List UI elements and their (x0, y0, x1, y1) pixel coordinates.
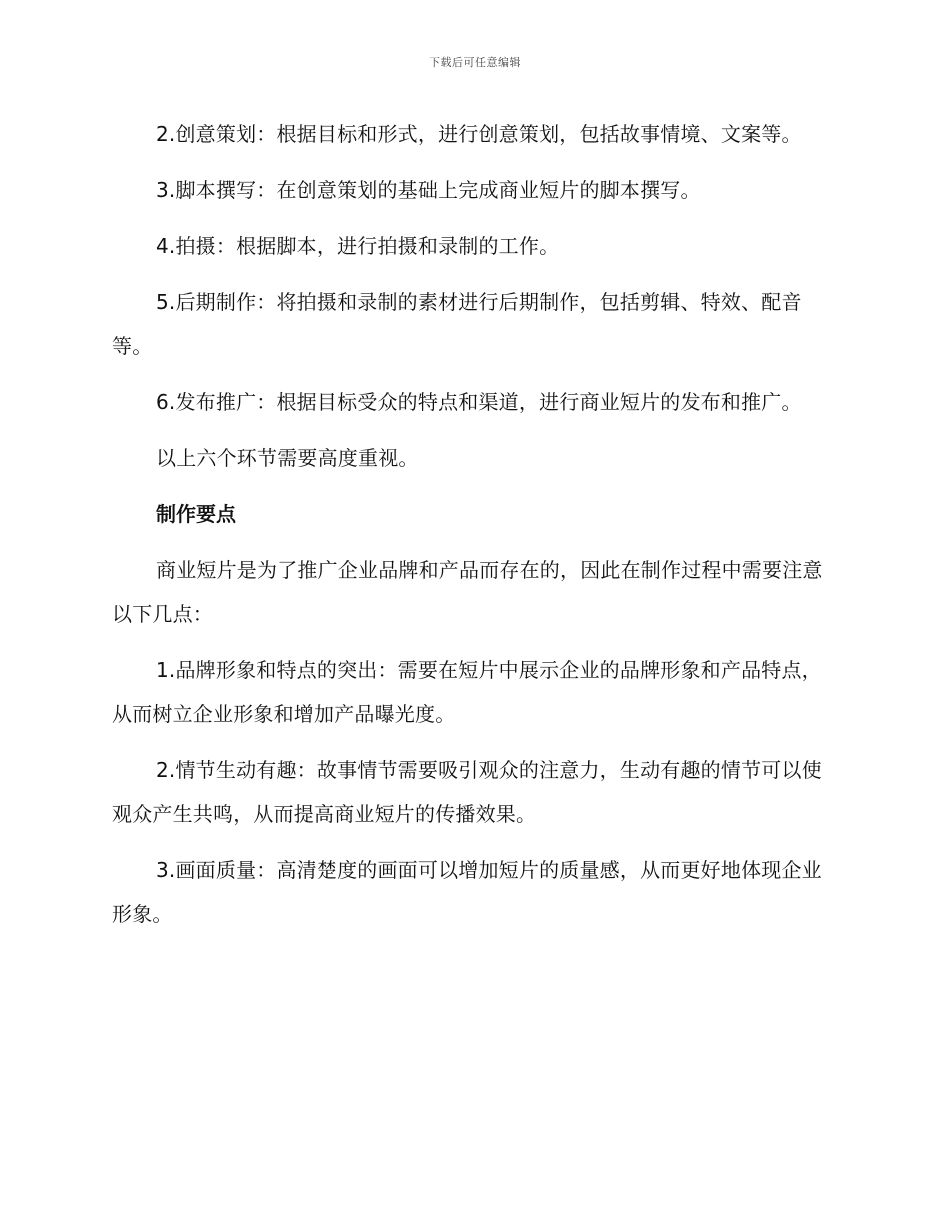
paragraph-plot: 2.情节生动有趣：故事情节需要吸引观众的注意力，生动有趣的情节可以使观众产生共鸣，从而提高商业短片的传播效果。 (112, 758, 822, 826)
paragraph-script-writing: 3.脚本撰写：在创意策划的基础上完成商业短片的脚本撰写。 (156, 178, 701, 202)
paragraph-shooting: 4.拍摄：根据脚本，进行拍摄和录制的工作。 (156, 234, 560, 258)
document-body (112, 112, 830, 948)
section-heading: 制作要点 (156, 502, 236, 526)
page-header: 下载后可任意编辑 (429, 56, 521, 69)
paragraph-brand-image: 1.品牌形象和特点的突出：需要在短片中展示企业的品牌形象和产品特点，从而树立企业形象和增加产品曝光度。 (112, 658, 822, 726)
paragraph-post-production: 5.后期制作：将拍摄和录制的素材进行后期制作，包括剪辑、特效、配音等。 (112, 290, 802, 358)
paragraph-summary: 以上六个环节需要高度重视。 (156, 446, 419, 470)
paragraph-creative-planning: 2.创意策划：根据目标和形式，进行创意策划，包括故事情境、文案等。 (156, 122, 802, 146)
paragraph-release-promotion: 6.发布推广：根据目标受众的特点和渠道，进行商业短片的发布和推广。 (156, 390, 802, 414)
paragraph-intro: 商业短片是为了推广企业品牌和产品而存在的，因此在制作过程中需要注意以下几点： (112, 558, 823, 626)
paragraph-image-quality: 3.画面质量：高清楚度的画面可以增加短片的质量感，从而更好地体现企业形象。 (112, 858, 822, 926)
